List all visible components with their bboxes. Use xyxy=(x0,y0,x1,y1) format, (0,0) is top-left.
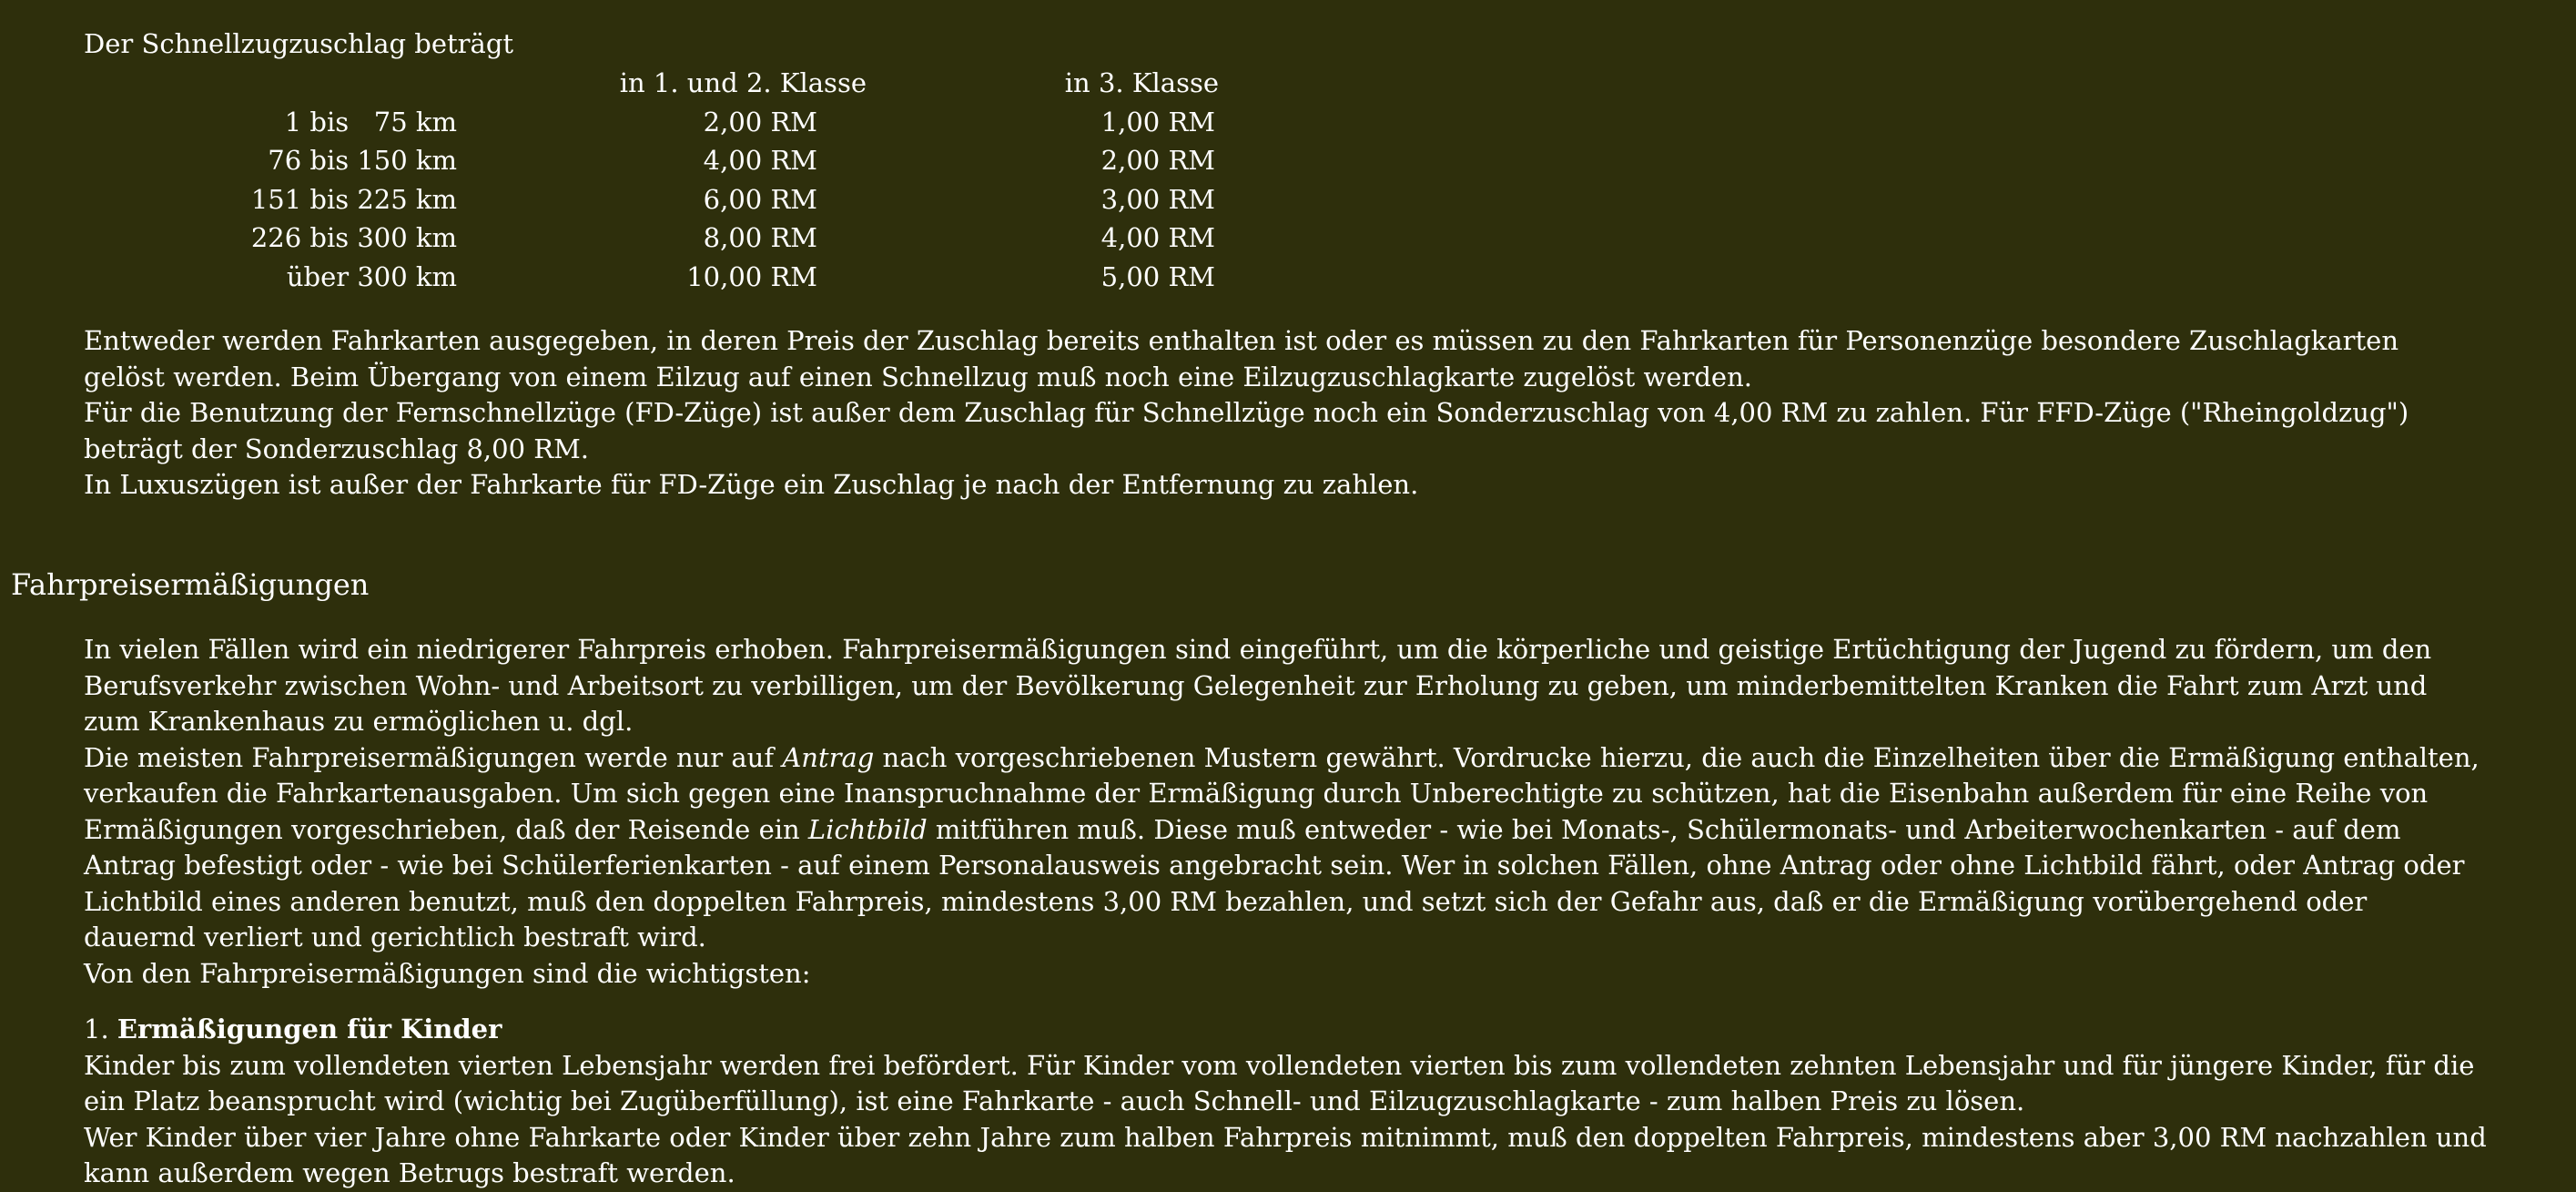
list-number: 1. xyxy=(84,1014,117,1044)
section-heading: Fahrpreisermäßigungen xyxy=(11,567,370,602)
paragraph: Kinder bis zum vollendeten vierten Lebensjahr werden frei befördert. Für Kinder vom vollendeten vierten bis zum vollendeten zehnten Lebensjahr und für jüngere Kinder, für die ein Platz beansprucht wird (wichtig bei Zugüberfüllung), ist eine Fahrkarte - auch Schnell- und Eilzugzuschlagkarte - zum halben Preis zu lösen. xyxy=(84,1049,2475,1116)
surcharge-paragraphs xyxy=(84,323,2487,504)
table-row xyxy=(82,219,1219,258)
class12-cell: 2,00 RM xyxy=(703,106,817,138)
class12-cell: 4,00 RM xyxy=(703,145,817,177)
distance-cell: 151 bis 225 km xyxy=(250,183,457,215)
class3-cell: 2,00 RM xyxy=(1100,145,1215,177)
table-header-row xyxy=(82,64,1219,103)
spacer xyxy=(84,992,2487,1012)
paragraph: Von den Fahrpreisermäßigungen sind die wichtigsten: xyxy=(84,957,811,989)
text-run: Die meisten Fahrpreisermäßigungen werde nur auf xyxy=(84,741,783,773)
text-run: nach vorgeschriebenen Mustern gewährt. Vordrucke hierzu, die auch die Einzelheiten über die Ermäßigung enthalten, verkaufen die Fahrkartenausgaben. Um sich gegen eine Inanspruchnahme der Ermäßigung durch Unberechtigte zu schützen, hat die Eisenbahn außerdem für eine Reihe von Ermäßigungen vorgeschrieben, daß der Reisende ein xyxy=(84,741,2480,845)
class3-cell: 1,00 RM xyxy=(1100,106,1215,138)
emphasis-lichtbild: Lichtbild xyxy=(807,813,928,845)
paragraph xyxy=(84,740,2487,956)
class12-cell: 8,00 RM xyxy=(703,222,817,254)
table-row xyxy=(82,258,1219,297)
surcharge-intro: Der Schnellzugzuschlag beträgt xyxy=(84,28,514,59)
paragraph: In Luxuszügen ist außer der Fahrkarte für FD-Züge ein Zuschlag je nach der Entfernung zu zahlen. xyxy=(84,469,1419,500)
distance-cell: 1 bis 75 km xyxy=(284,106,457,138)
distance-cell: 226 bis 300 km xyxy=(250,222,457,254)
class3-cell: 5,00 RM xyxy=(1100,260,1215,292)
distance-header xyxy=(82,64,457,103)
surcharge-table xyxy=(82,64,1219,296)
list-item-heading xyxy=(84,1012,2487,1048)
table-row xyxy=(82,103,1219,142)
distance-cell: über 300 km xyxy=(286,260,457,292)
paragraph: In vielen Fällen wird ein niedrigerer Fahrpreis erhoben. Fahrpreisermäßigungen sind eingeführt, um die körperliche und geistige Ertüchtigung der Jugend zu fördern, um den Berufsverkehr zwischen Wohn- und Arbeitsort zu verbilligen, um der Bevölkerung Gelegenheit zur Erholung zu geben, um minderbemittelten Kranken die Fahrt zum Arzt und zum Krankenhaus zu ermöglichen u. dgl. xyxy=(84,634,2432,737)
paragraph: Für die Benutzung der Fernschnellzüge (FD-Züge) ist außer dem Zuschlag für Schnellzüge noch ein Sonderzuschlag von 4,00 RM zu zahlen. Für FFD-Züge ("Rheingoldzug") beträgt der Sonderzuschlag 8,00 RM. xyxy=(84,397,2409,464)
list-item-title: Ermäßigungen für Kinder xyxy=(117,1014,502,1044)
class12-cell: 6,00 RM xyxy=(703,183,817,215)
text-run: mitführen muß. Diese muß entweder - wie bei Monats-, Schülermonats- und Arbeiterwochenkarten - auf dem Antrag befestigt oder - wie bei Schülerferienkarten - auf einem Personalausweis angebracht sein. Wer in solchen Fällen, ohne Antrag oder ohne Lichtbild fährt, oder Antrag oder Lichtbild eines anderen benutzt, muß den doppelten Fahrpreis, mindestens 3,00 RM bezahlen, und setzt sich der Gefahr aus, daß er die Ermäßigung vorübergehend oder dauernd verliert und gerichtlich bestraft wird. xyxy=(84,813,2465,953)
paragraph: Entweder werden Fahrkarten ausgegeben, in deren Preis der Zuschlag bereits enthalten ist oder es müssen zu den Fahrkarten für Personenzüge besondere Zuschlagkarten gelöst werden. Beim Übergang von einem Eilzug auf einen Schnellzug muß noch eine Eilzugzuschlagkarte zugelöst werden. xyxy=(84,325,2399,392)
table-row xyxy=(82,141,1219,180)
table-row xyxy=(82,180,1219,219)
class3-header: in 3. Klasse xyxy=(1064,67,1219,99)
class3-cell: 4,00 RM xyxy=(1100,222,1215,254)
discount-paragraphs xyxy=(84,632,2487,1192)
paragraph: Wer Kinder über vier Jahre ohne Fahrkarte oder Kinder über zehn Jahre zum halben Fahrpreis mitnimmt, muß den doppelten Fahrpreis, mindestens aber 3,00 RM nachzahlen und kann außerdem wegen Betrugs bestraft werden. xyxy=(84,1121,2487,1188)
class12-header: in 1. und 2. Klasse xyxy=(619,67,867,99)
distance-cell: 76 bis 150 km xyxy=(268,145,457,177)
emphasis-antrag: Antrag xyxy=(782,741,875,773)
class12-cell: 10,00 RM xyxy=(686,260,817,292)
class3-cell: 3,00 RM xyxy=(1100,183,1215,215)
